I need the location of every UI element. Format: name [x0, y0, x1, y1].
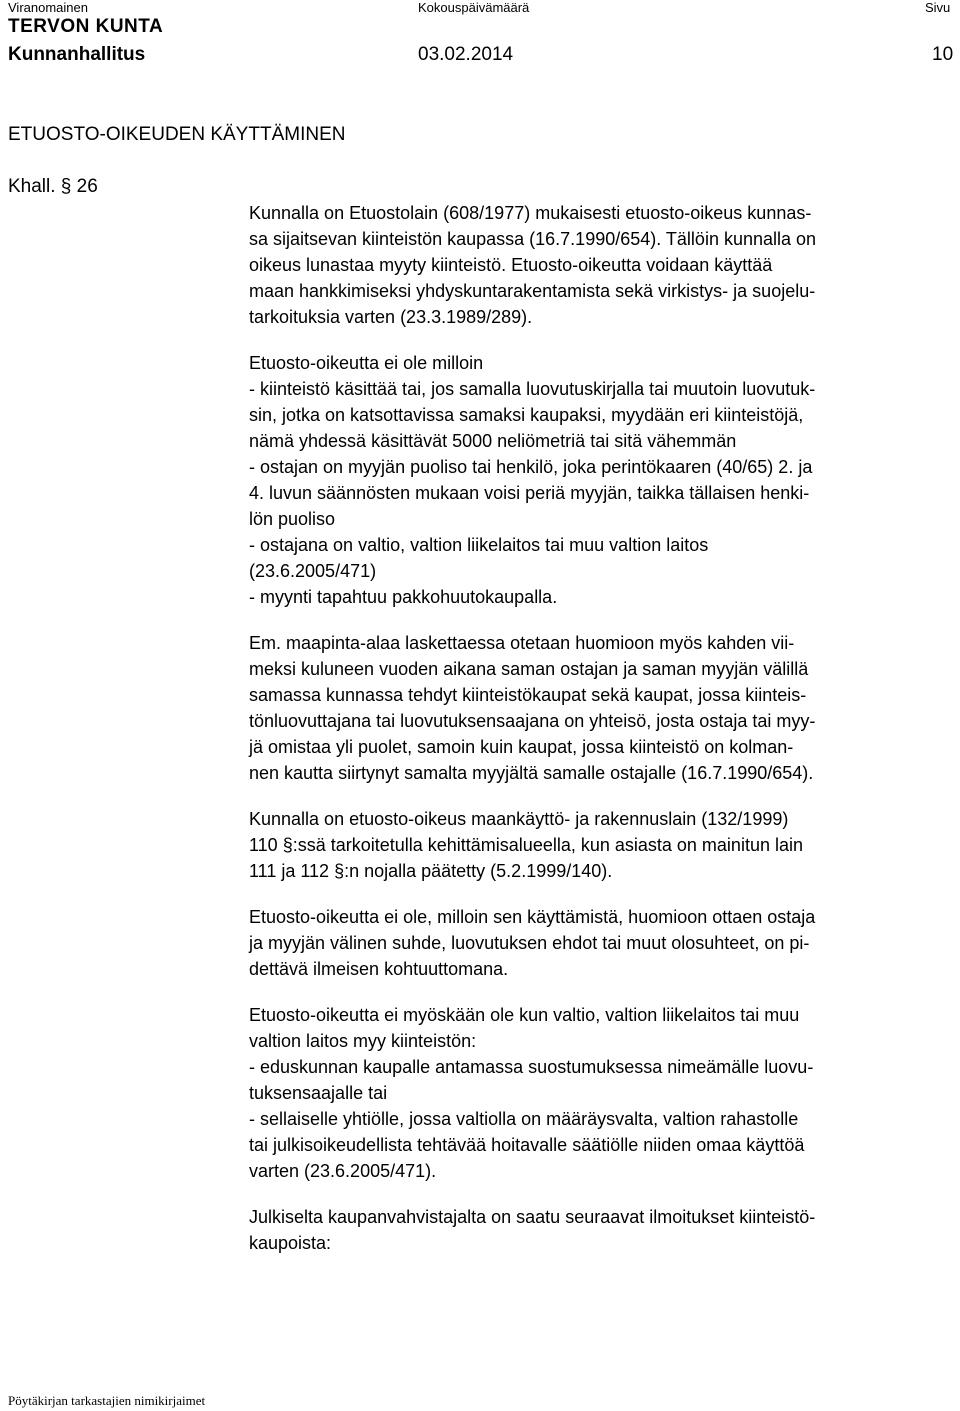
text-line: jä omistaa yli puolet, samoin kuin kaupat, jossa kiinteistö on kolman- — [249, 737, 794, 757]
section-title: ETUOSTO-OIKEUDEN KÄYTTÄMINEN — [8, 124, 346, 145]
text-line: Etuosto-oikeutta ei ole, milloin sen käyttämistä, huomioon ottaen ostaja — [249, 907, 816, 927]
text-line: Julkiselta kaupanvahvistajalta on saatu seuraavat ilmoitukset kiinteistö- — [249, 1207, 816, 1227]
paragraph — [249, 350, 954, 610]
text-line: Em. maapinta-alaa laskettaessa otetaan huomioon myös kahden vii- — [249, 633, 795, 653]
text-line: - myynti tapahtuu pakkohuutokaupalla. — [249, 587, 558, 607]
page-number: 10 — [932, 44, 954, 65]
text-line: Etuosto-oikeutta ei myöskään ole kun valtio, valtion liikelaitos tai muu — [249, 1005, 800, 1025]
text-line: Kunnalla on Etuostolain (608/1977) mukaisesti etuosto-oikeus kunnas- — [249, 203, 812, 223]
text-line: Etuosto-oikeutta ei ole milloin — [249, 353, 484, 373]
page-label: Sivu — [925, 0, 951, 15]
text-line: 4. luvun säännösten mukaan voisi periä myyjän, taikka tällaisen henki- — [249, 483, 810, 503]
text-line: maan hankkimiseksi yhdyskuntarakentamista sekä virkistys- ja suojelu- — [249, 281, 816, 301]
text-line: Kunnalla on etuosto-oikeus maankäyttö- ja rakennuslain (132/1999) — [249, 809, 789, 829]
text-line: 110 §:ssä tarkoitetulla kehittämisalueella, kun asiasta on mainitun lain — [249, 835, 803, 855]
text-line: tönluovuttajana tai luovutuksensaajana on yhteisö, josta ostaja tai myy- — [249, 711, 816, 731]
text-line: tai julkisoikeudellista tehtävää hoitavalle säätiölle niiden omaa käyttöä — [249, 1135, 805, 1155]
text-line: lön puoliso — [249, 509, 336, 529]
text-line: - eduskunnan kaupalle antamassa suostumuksessa nimeämälle luovu- — [249, 1057, 814, 1077]
paragraph — [249, 1204, 954, 1256]
paragraph — [249, 904, 954, 982]
organization-name: TERVON KUNTA — [8, 16, 164, 37]
text-line: sin, jotka on katsottavissa samaksi kaupaksi, myydään eri kiinteistöjä, — [249, 405, 804, 425]
paragraph — [249, 1002, 954, 1184]
meeting-date: 03.02.2014 — [418, 44, 514, 65]
meeting-date-label: Kokouspäivämäärä — [418, 0, 530, 15]
text-line: kaupoista: — [249, 1233, 332, 1253]
text-line: - sellaiselle yhtiölle, jossa valtiolla on määräysvalta, valtion rahastolle — [249, 1109, 799, 1129]
paragraph — [249, 200, 954, 330]
header-labels — [0, 0, 960, 16]
text-line: - ostajana on valtio, valtion liikelaitos tai muu valtion laitos — [249, 535, 709, 555]
text-line: samassa kunnassa tehdyt kiinteistökaupat sekä kaupat, jossa kiinteis- — [249, 685, 807, 705]
text-line: sa sijaitsevan kiinteistön kaupassa (16.7.1990/654). Tällöin kunnalla on — [249, 229, 817, 249]
text-line: ja myyjän välinen suhde, luovutuksen ehdot tai muut olosuhteet, on pi- — [249, 933, 810, 953]
text-line: meksi kuluneen vuoden aikana saman ostajan ja saman myyjän välillä — [249, 659, 809, 679]
text-line: 111 ja 112 §:n nojalla päätetty (5.2.1999/140). — [249, 861, 613, 881]
paragraph — [249, 806, 954, 884]
text-line: tarkoituksia varten (23.3.1989/289). — [249, 307, 533, 327]
text-line: tuksensaajalle tai — [249, 1083, 388, 1103]
item-reference: Khall. § 26 — [8, 176, 98, 197]
document-body — [249, 200, 954, 1276]
text-line: - kiinteistö käsittää tai, jos samalla luovutuskirjalla tai muutoin luovutuk- — [249, 379, 816, 399]
text-line: varten (23.6.2005/471). — [249, 1161, 437, 1181]
paragraph — [249, 630, 954, 786]
signature-footer: Pöytäkirjan tarkastajien nimikirjaimet — [8, 1393, 206, 1408]
authority-label: Viranomainen — [8, 0, 88, 15]
text-line: oikeus lunastaa myyty kiinteistö. Etuosto-oikeutta voidaan käyttää — [249, 255, 773, 275]
text-line: dettävä ilmeisen kohtuuttomana. — [249, 959, 509, 979]
text-line: nämä yhdessä käsittävät 5000 neliömetriä tai sitä vähemmän — [249, 431, 737, 451]
authority-name: Kunnanhallitus — [8, 44, 146, 65]
text-line: nen kautta siirtynyt samalta myyjältä samalle ostajalle (16.7.1990/654). — [249, 763, 814, 783]
text-line: (23.6.2005/471) — [249, 561, 377, 581]
text-line: valtion laitos myy kiinteistön: — [249, 1031, 477, 1051]
text-line: - ostajan on myyjän puoliso tai henkilö, joka perintökaaren (40/65) 2. ja — [249, 457, 813, 477]
